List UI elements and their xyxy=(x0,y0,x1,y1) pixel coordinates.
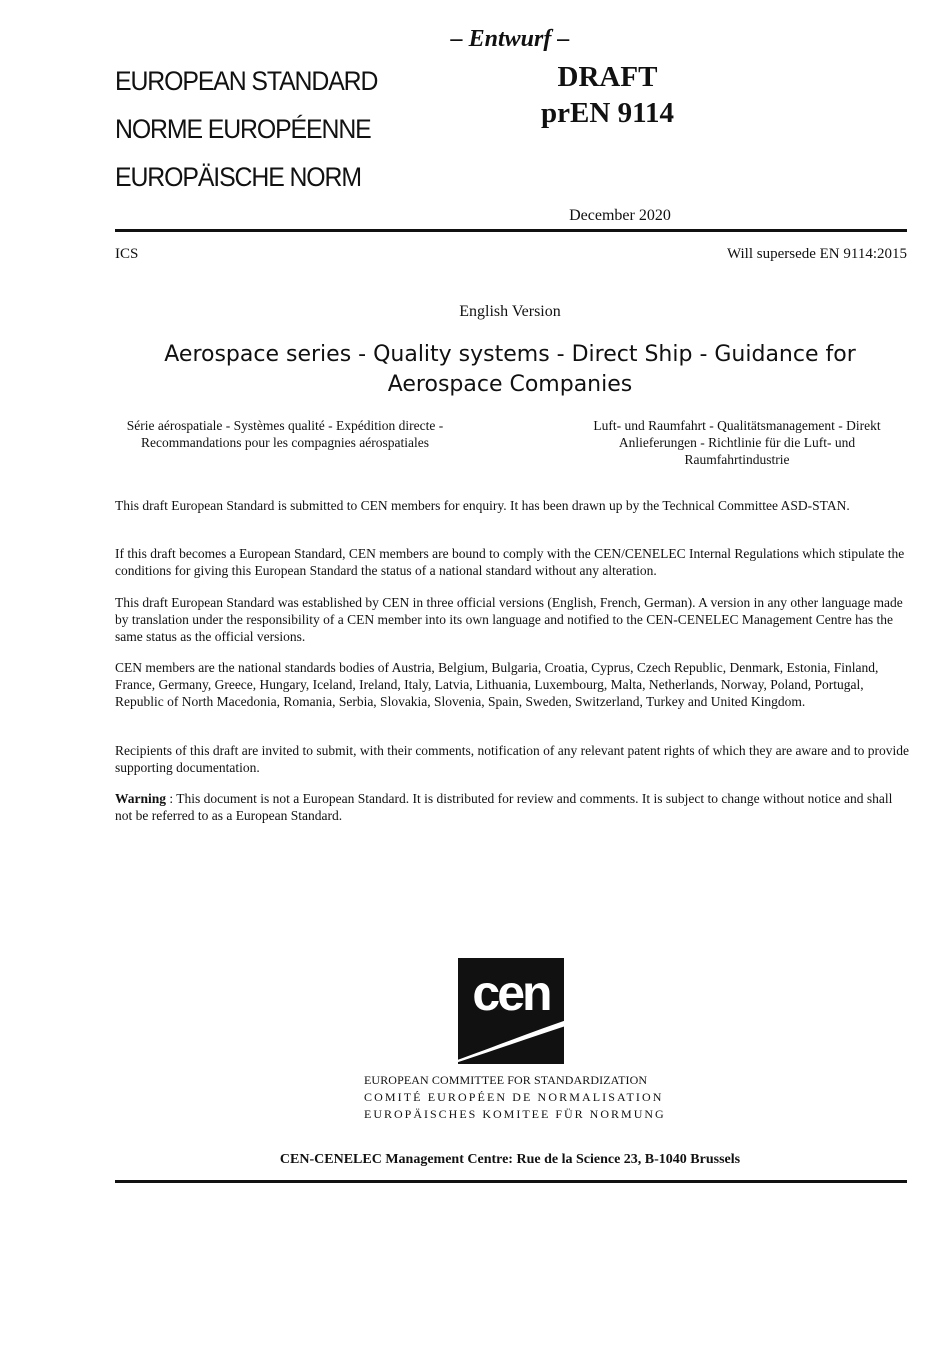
cen-logo xyxy=(446,958,578,1064)
language-version: English Version xyxy=(459,303,561,320)
supersedes-note: Will supersede EN 9114:2015 xyxy=(726,246,907,262)
header-divider xyxy=(115,229,907,232)
org-name-en: EUROPEAN COMMITTEE FOR STANDARDIZATION xyxy=(364,1073,648,1087)
paragraph-versions: This draft European Standard was established by CEN in three official versions (English, French, German). A version in any other language made by translation under the responsibility of a CEN member into its own language and notified to the CEN-CENELEC Management Centre has the same status as the official versions. xyxy=(115,595,903,644)
cen-logo-text: cen xyxy=(472,965,550,1021)
org-name-de: EUROPÄISCHES KOMITEE FÜR NORMUNG xyxy=(364,1107,666,1121)
ics-label: ICS xyxy=(115,246,139,262)
management-centre-address: CEN-CENELEC Management Centre: Rue de la Science 23, B-1040 Brussels xyxy=(279,1152,741,1167)
draft-watermark-label: – Entwurf – xyxy=(450,26,570,52)
standard-title-de: EUROPÄISCHE NORM xyxy=(115,162,361,192)
document-number: prEN 9114 xyxy=(541,97,674,129)
paragraph-warning xyxy=(115,790,910,824)
title-german: Luft- und Raumfahrt - Qualitätsmanagement - Direkt Anlieferungen - Richtlinie für die Luft- und Raumfahrtindustrie xyxy=(593,418,881,467)
paragraph-compliance: If this draft becomes a European Standard, CEN members are bound to comply with the CEN/CENELEC Internal Regulations which stipulate the conditions for giving this European Standard the status of a national standard without any alteration. xyxy=(115,546,905,578)
paragraph-patents: Recipients of this draft are invited to submit, with their comments, notification of any relevant patent rights of which they are aware and to provide supporting documentation. xyxy=(115,743,910,775)
paragraph-members: CEN members are the national standards bodies of Austria, Belgium, Bulgaria, Croatia, Cyprus, Czech Republic, Denmark, Estonia, Finland, France, Germany, Greece, Hungary, Iceland, Ireland, Italy, Latvia, Lithuania, Luxembourg, Malta, Netherlands, Norway, Poland, Portugal, Republic of North Macedonia, Romania, Serbia, Slovakia, Slovenia, Spain, Sweden, Switzerland, Turkey and United Kingdom. xyxy=(115,660,879,709)
org-name-fr: COMITÉ EUROPÉEN DE NORMALISATION xyxy=(364,1090,664,1104)
warning-label: Warning xyxy=(115,791,167,806)
paragraph-enquiry: This draft European Standard is submitted to CEN members for enquiry. It has been drawn up by the Technical Committee ASD-STAN. xyxy=(115,498,850,513)
standard-title-fr: NORME EUROPÉENNE xyxy=(115,114,371,144)
title-french: Série aérospatiale - Systèmes qualité - Expédition directe - Recommandations pour les compagnies aérospatiales xyxy=(126,418,444,450)
warning-text: : This document is not a European Standard. It is distributed for review and comments. It is subject to change without notice and shall not be referred to as a European Standard. xyxy=(115,791,893,823)
document-title: Aerospace series - Quality systems - Direct Ship - Guidance for Aerospace Companies xyxy=(164,342,856,397)
footer-divider xyxy=(115,1180,907,1183)
draft-label: DRAFT xyxy=(557,61,658,93)
standard-title-en: EUROPEAN STANDARD xyxy=(115,66,378,96)
document-date: December 2020 xyxy=(569,207,671,224)
